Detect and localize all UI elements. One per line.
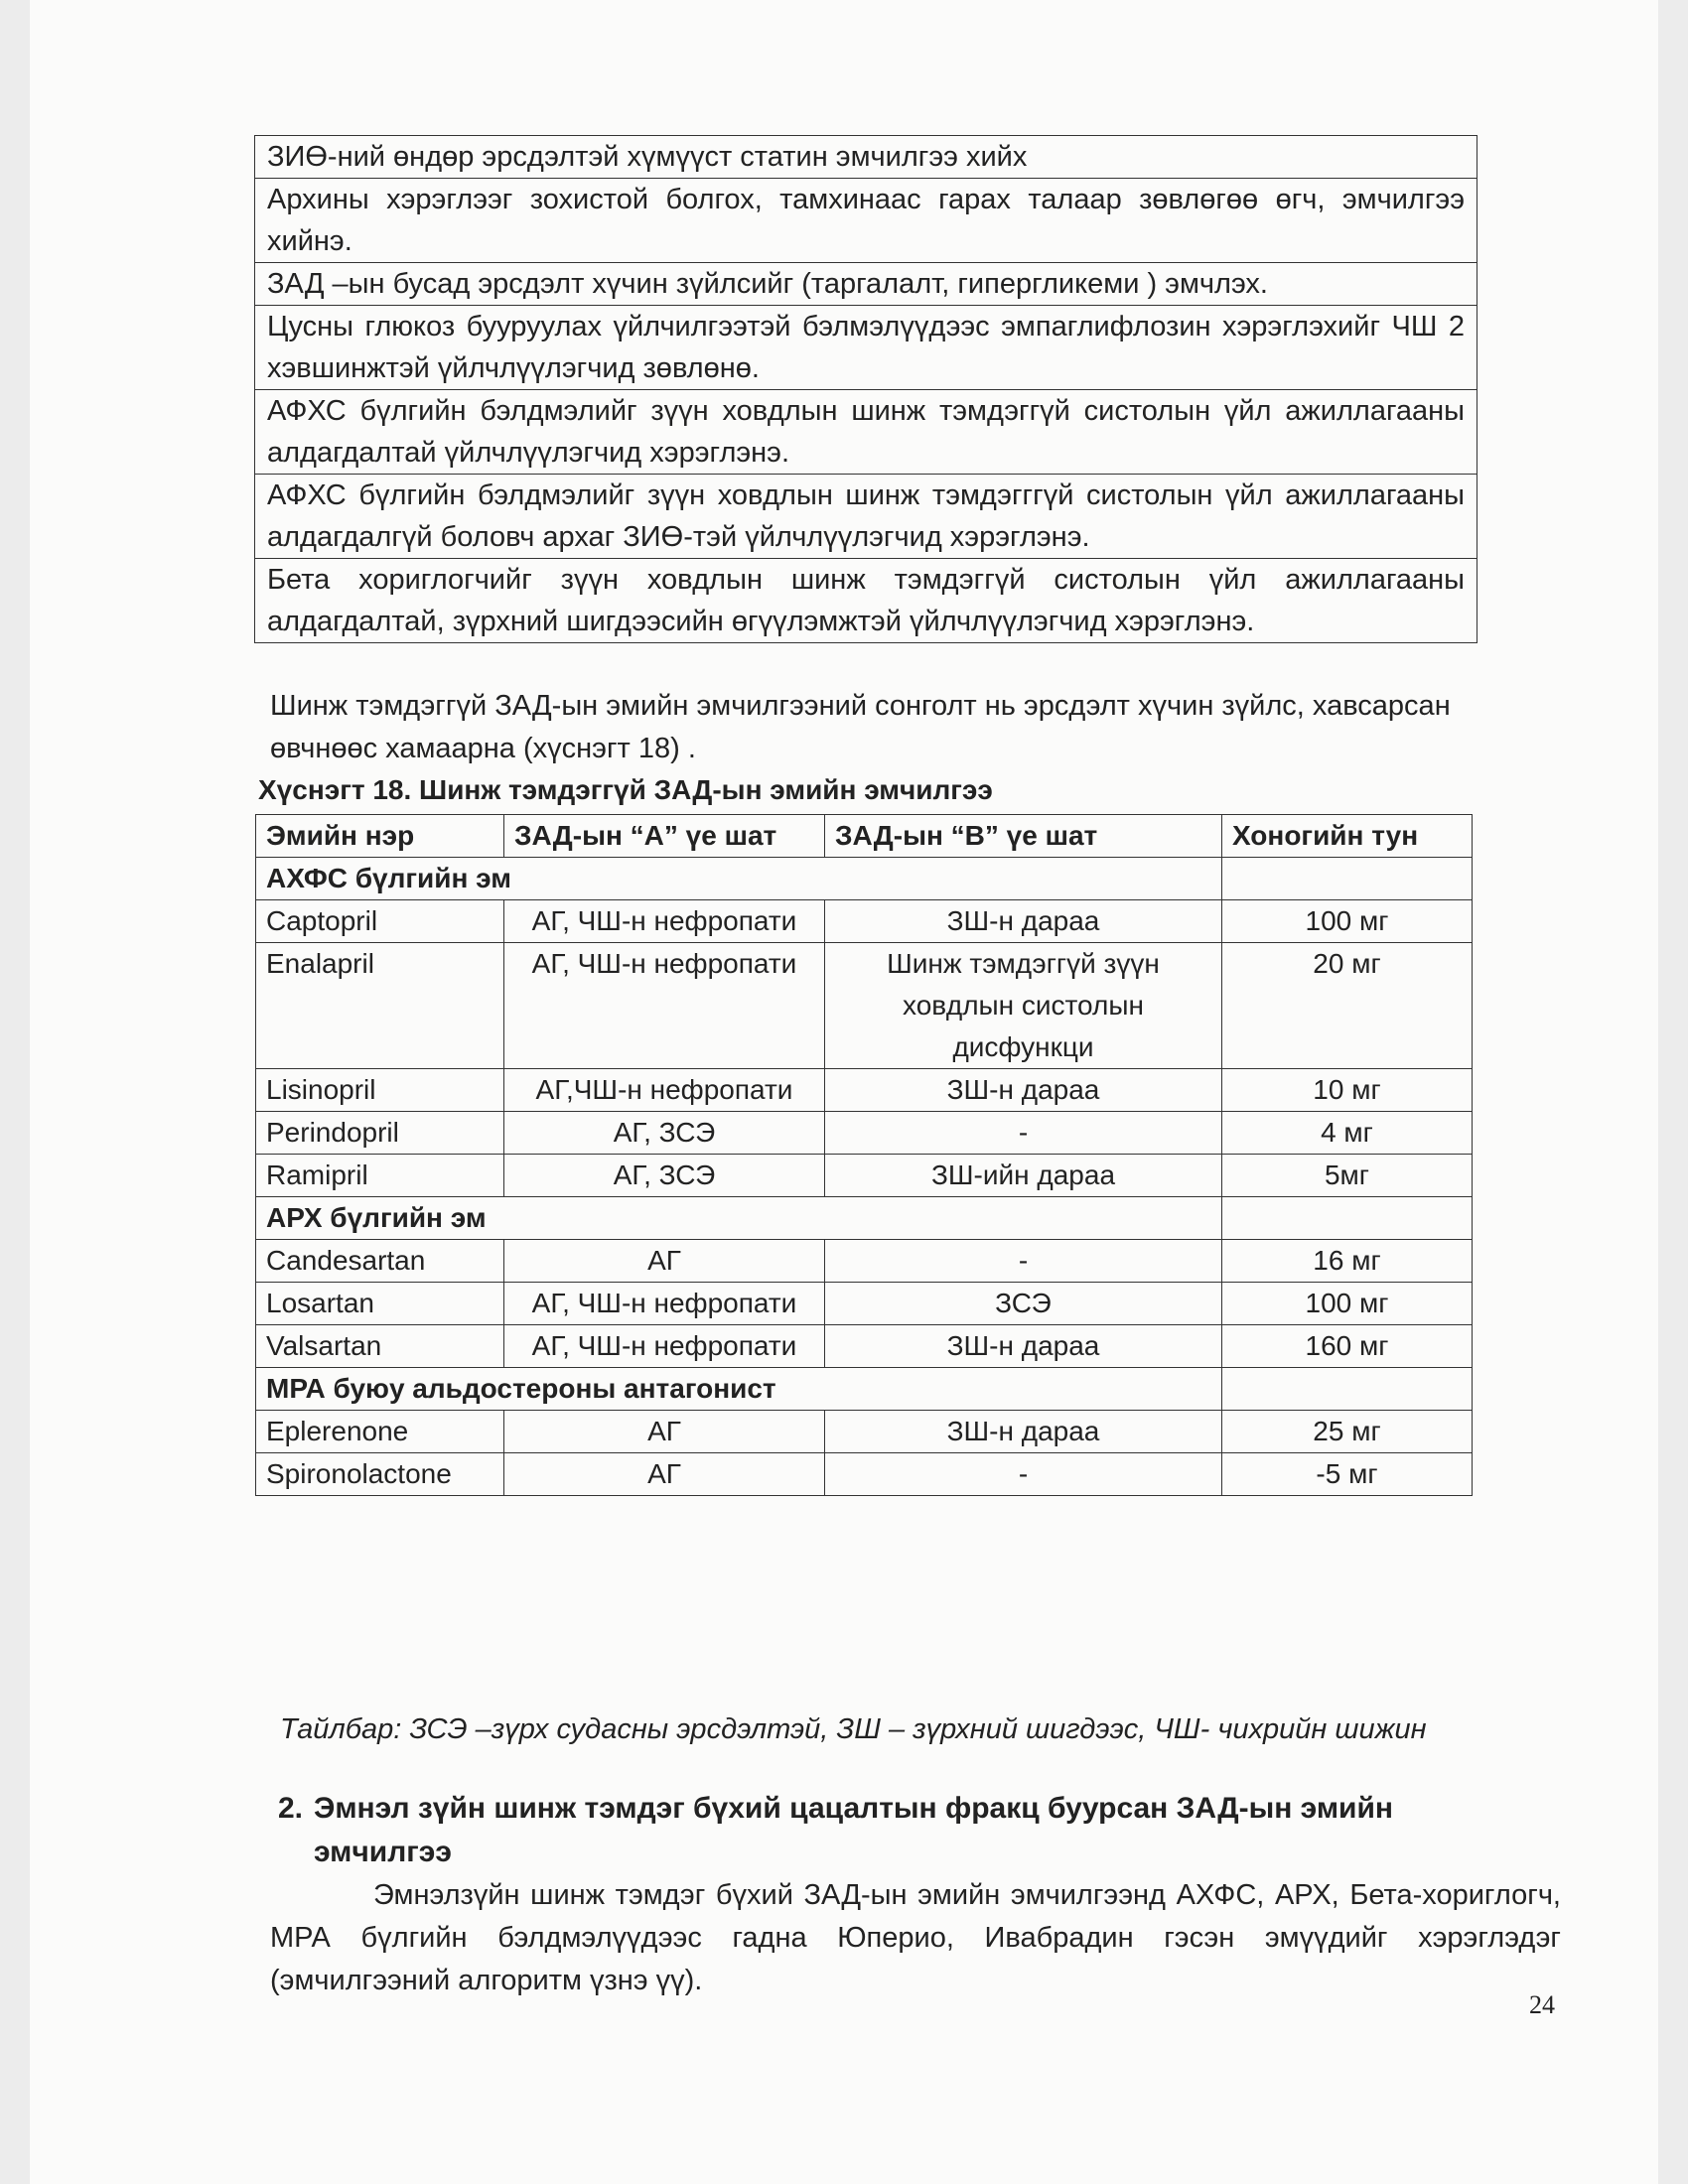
table-header-row <box>256 815 1473 858</box>
recommendation-text: ЗАД –ын бусад эрсдэлт хүчин зүйлсийг (таргалалт, гипергликеми ) эмчлэх. <box>255 263 1477 306</box>
stage-b-cell: - <box>825 1112 1222 1155</box>
dose-cell: 20 мг <box>1222 943 1473 1069</box>
table-row <box>256 900 1473 943</box>
group-empty-cell <box>1222 1197 1473 1240</box>
stage-a-cell: АГ, ЧШ-н нефропати <box>504 900 825 943</box>
drug-name-cell: Spironolactone <box>256 1453 504 1496</box>
drug-name-cell: Captopril <box>256 900 504 943</box>
table-caption: Хүснэгт 18. Шинж тэмдэггүй ЗАД-ын эмийн эмчилгээ <box>258 774 993 805</box>
recommendation-row <box>255 263 1477 306</box>
drug-name-cell: Perindopril <box>256 1112 504 1155</box>
group-name: АРХ бүлгийн эм <box>256 1197 1222 1240</box>
group-row <box>256 1368 1473 1411</box>
stage-a-cell: АГ,ЧШ-н нефропати <box>504 1069 825 1112</box>
drug-name-cell: Losartan <box>256 1283 504 1325</box>
stage-a-cell: АГ <box>504 1453 825 1496</box>
section-heading-line1: Эмнэл зүйн шинж тэмдэг бүхий цацалтын фракц буурсан ЗАД-ын эмийн <box>314 1792 1394 1825</box>
stage-b-cell: ЗШ-н дараа <box>825 1411 1222 1453</box>
stage-b-cell: - <box>825 1453 1222 1496</box>
table-row <box>256 1453 1473 1496</box>
group-empty-cell <box>1222 1368 1473 1411</box>
dose-cell: -5 мг <box>1222 1453 1473 1496</box>
table-row <box>256 943 1473 1069</box>
stage-b-cell: ЗШ-н дараа <box>825 900 1222 943</box>
drug-name-cell: Lisinopril <box>256 1069 504 1112</box>
recommendation-text: Цусны глюкоз бууруулах үйлчилгээтэй бэлмэлүүдээс эмпаглифлозин хэрэглэхийг ЧШ 2 хэвшинжтэй үйлчлүүлэгчид зөвлөнө. <box>255 306 1477 390</box>
group-name: АХФС бүлгийн эм <box>256 858 1222 900</box>
recommendation-row <box>255 390 1477 475</box>
stage-b-cell: ЗШ-н дараа <box>825 1069 1222 1112</box>
page-number: 24 <box>1529 1990 1555 2019</box>
group-row <box>256 858 1473 900</box>
dose-cell: 100 мг <box>1222 1283 1473 1325</box>
intro-paragraph: Шинж тэмдэггүй ЗАД-ын эмийн эмчилгээний сонголт нь эрсдэлт хүчин зүйлс, хавсарсан өвчнөөс хамаарна (хүснэгт 18) . <box>270 690 1451 764</box>
header-stage-b: ЗАД-ын “В” үе шат <box>825 815 1222 858</box>
stage-a-cell: АГ, ЧШ-н нефропати <box>504 1283 825 1325</box>
stage-a-cell: АГ <box>504 1240 825 1283</box>
section-number: 2. <box>278 1792 304 1825</box>
table-row <box>256 1411 1473 1453</box>
recommendation-text: Архины хэрэглээг зохистой болгох, тамхинаас гарах талаар зөвлөгөө өгч, эмчилгээ хийнэ. <box>255 179 1477 263</box>
table-row <box>256 1112 1473 1155</box>
table-row <box>256 1155 1473 1197</box>
stage-a-cell: АГ, ЧШ-н нефропати <box>504 943 825 1069</box>
dose-cell: 100 мг <box>1222 900 1473 943</box>
stage-b-cell: - <box>825 1240 1222 1283</box>
group-empty-cell <box>1222 858 1473 900</box>
drug-name-cell: Enalapril <box>256 943 504 1069</box>
section-body <box>270 1874 1561 2002</box>
drug-name-cell: Eplerenone <box>256 1411 504 1453</box>
dose-cell: 16 мг <box>1222 1240 1473 1283</box>
section-heading-line2: эмчилгээ <box>314 1836 452 1868</box>
stage-a-cell: АГ, ЧШ-н нефропати <box>504 1325 825 1368</box>
table-row <box>256 1283 1473 1325</box>
table-row <box>256 1325 1473 1368</box>
recommendation-row <box>255 475 1477 559</box>
drug-name-cell: Ramipril <box>256 1155 504 1197</box>
stage-a-cell: АГ <box>504 1411 825 1453</box>
dose-cell: 160 мг <box>1222 1325 1473 1368</box>
header-stage-a: ЗАД-ын “А” үе шат <box>504 815 825 858</box>
drug-name-cell: Candesartan <box>256 1240 504 1283</box>
group-row <box>256 1197 1473 1240</box>
stage-a-cell: АГ, ЗСЭ <box>504 1112 825 1155</box>
drug-treatment-table <box>255 814 1473 1496</box>
recommendation-row <box>255 306 1477 390</box>
stage-b-cell: Шинж тэмдэггүй зүүн ховдлын систолын дисфункци <box>825 943 1222 1069</box>
recommendation-text: Бета хориглогчийг зүүн ховдлын шинж тэмдэггүй систолын үйл ажиллагааны алдагдалтай, зүрхний шигдээсийн өгүүлэмжтэй үйлчлүүлэгчид хэрэглэнэ. <box>255 559 1477 643</box>
dose-cell: 25 мг <box>1222 1411 1473 1453</box>
recommendation-row <box>255 559 1477 643</box>
group-name: МРА буюу альдостероны антагонист <box>256 1368 1222 1411</box>
header-drug-name: Эмийн нэр <box>256 815 504 858</box>
recommendation-text: АФХС бүлгийн бэлдмэлийг зүүн ховдлын шинж тэмдэггүй систолын үйл ажиллагааны алдагдалтай үйлчлүүлэгчид хэрэглэнэ. <box>255 390 1477 475</box>
section-body-text: Эмнэлзүйн шинж тэмдэг бүхий ЗАД-ын эмийн эмчилгээнд АХФС, АРХ, Бета-хориглогч, МРА бүлгийн бэлдмэлүүдээс гадна Юперио, Ивабрадин гэсэн эмүүдийг хэрэглэдэг (эмчилгээний алгоритм үзнэ үү). <box>270 1879 1561 1996</box>
dose-cell: 5мг <box>1222 1155 1473 1197</box>
dose-cell: 10 мг <box>1222 1069 1473 1112</box>
stage-b-cell: ЗСЭ <box>825 1283 1222 1325</box>
recommendation-row <box>255 136 1477 179</box>
dose-cell: 4 мг <box>1222 1112 1473 1155</box>
table-note: Тайлбар: ЗСЭ –зүрх судасны эрсдэлтэй, ЗШ – зүрхний шигдээс, ЧШ- чихрийн шижин <box>280 1713 1427 1745</box>
header-daily-dose: Хоногийн тун <box>1222 815 1473 858</box>
stage-b-cell: ЗШ-ийн дараа <box>825 1155 1222 1197</box>
recommendation-text: АФХС бүлгийн бэлдмэлийг зүүн ховдлын шинж тэмдэгггүй систолын үйл ажиллагааны алдагдалгүй боловч архаг ЗИӨ-тэй үйлчлүүлэгчид хэрэглэнэ. <box>255 475 1477 559</box>
table-row <box>256 1069 1473 1112</box>
table-row <box>256 1240 1473 1283</box>
recommendation-text: ЗИӨ-ний өндөр эрсдэлтэй хүмүүст статин эмчилгээ хийх <box>255 136 1477 179</box>
section-heading <box>278 1787 1559 1874</box>
stage-a-cell: АГ, ЗСЭ <box>504 1155 825 1197</box>
stage-b-cell: ЗШ-н дараа <box>825 1325 1222 1368</box>
drug-name-cell: Valsartan <box>256 1325 504 1368</box>
recommendations-table <box>254 135 1477 643</box>
recommendation-row <box>255 179 1477 263</box>
